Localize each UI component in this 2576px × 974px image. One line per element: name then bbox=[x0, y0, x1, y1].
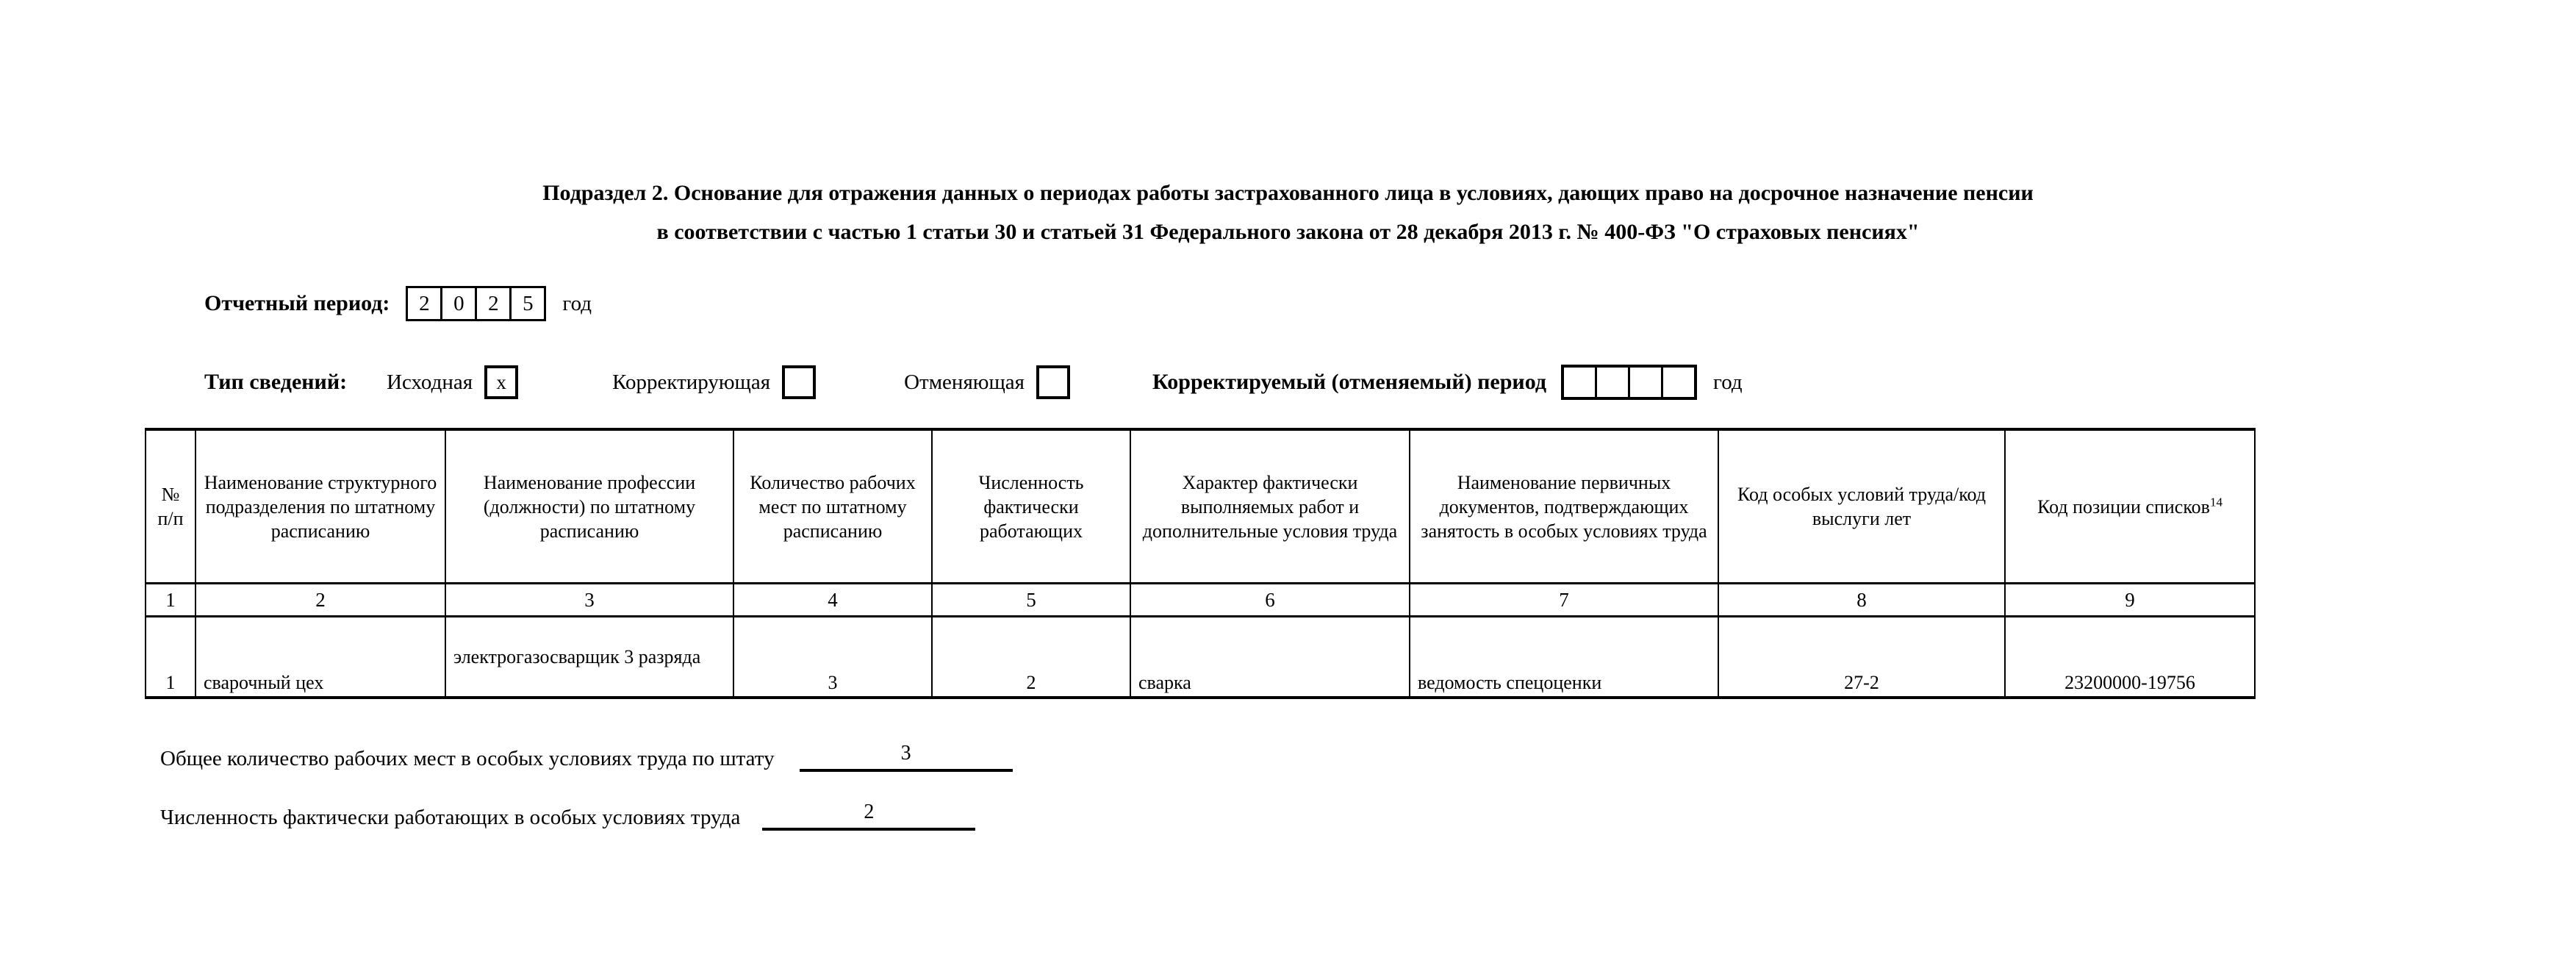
column-number-8: 8 bbox=[1718, 584, 2005, 617]
cell-work-nature[interactable]: сварка bbox=[1130, 617, 1410, 698]
info-type-original-label: Исходная bbox=[387, 370, 473, 394]
column-number-6: 6 bbox=[1130, 584, 1410, 617]
column-number-2: 2 bbox=[195, 584, 445, 617]
total-headcount-value[interactable]: 2 bbox=[762, 800, 975, 831]
section-title bbox=[0, 173, 2576, 251]
total-workplaces-value[interactable]: 3 bbox=[800, 741, 1013, 772]
reporting-period-year-suffix: год bbox=[562, 291, 592, 315]
total-workplaces-line bbox=[160, 726, 1630, 772]
corrected-period-year-boxes[interactable] bbox=[1561, 365, 1697, 400]
year-digit-2[interactable]: 0 bbox=[442, 288, 477, 319]
reporting-period-label: Отчетный период: bbox=[204, 291, 390, 315]
info-type-cancelling-checkbox[interactable] bbox=[1036, 365, 1070, 399]
totals-section bbox=[160, 726, 1630, 831]
info-type-correcting-label: Корректирующая bbox=[612, 370, 771, 394]
header-structural-unit: Наименование структурного подразделения по штатному расписанию bbox=[195, 429, 445, 584]
corrected-year-digit-4[interactable] bbox=[1663, 368, 1694, 397]
header-list-position-code bbox=[2005, 429, 2255, 584]
total-headcount-line bbox=[160, 785, 1630, 831]
table-row[interactable] bbox=[146, 617, 2255, 698]
header-profession: Наименование профессии (должности) по штатному расписанию bbox=[445, 429, 733, 584]
corrected-period-label: Корректируемый (отменяемый) период bbox=[1152, 370, 1547, 394]
header-actual-headcount: Численность фактически работающих bbox=[932, 429, 1130, 584]
table-header-row bbox=[146, 429, 2255, 584]
cell-primary-documents[interactable]: ведомость спецоценки bbox=[1410, 617, 1718, 698]
corrected-year-digit-3[interactable] bbox=[1630, 368, 1663, 397]
info-type-original-checkbox[interactable]: x bbox=[484, 365, 518, 399]
cell-conditions-code[interactable]: 27-2 bbox=[1718, 617, 2005, 698]
total-workplaces-label: Общее количество рабочих мест в особых условиях труда по штату bbox=[160, 747, 775, 770]
info-type-option-cancelling[interactable] bbox=[904, 365, 1070, 399]
cell-profession[interactable]: электрогазосварщик 3 разряда bbox=[445, 617, 733, 698]
header-row-number: № п/п bbox=[146, 429, 195, 584]
column-number-3: 3 bbox=[445, 584, 733, 617]
year-digit-1[interactable]: 2 bbox=[408, 288, 442, 319]
cell-actual-headcount[interactable]: 2 bbox=[932, 617, 1130, 698]
year-digit-4[interactable]: 5 bbox=[523, 291, 534, 315]
header-work-nature: Характер фактически выполняемых работ и дополнительные условия труда bbox=[1130, 429, 1410, 584]
corrected-year-digit-1[interactable] bbox=[1564, 368, 1597, 397]
reporting-period-year-boxes[interactable] bbox=[406, 286, 546, 321]
info-type-option-correcting[interactable] bbox=[612, 365, 816, 399]
header-list-position-code-text: Код позиции списков bbox=[2037, 495, 2210, 518]
info-type-row bbox=[204, 364, 1743, 401]
section-title-line-2: в соответствии с частью 1 статьи 30 и статьей 31 Федерального закона от 28 декабря 2013 г. № 400-ФЗ "О страховых пенсиях" bbox=[656, 220, 1920, 244]
year-digit-3[interactable]: 2 bbox=[477, 288, 512, 319]
header-workplaces-count: Количество рабочих мест по штатному расписанию bbox=[733, 429, 932, 584]
work-conditions-table bbox=[145, 428, 2256, 699]
corrected-period-group bbox=[1152, 365, 1743, 400]
column-number-7: 7 bbox=[1410, 584, 1718, 617]
cell-workplaces-count[interactable]: 3 bbox=[733, 617, 932, 698]
section-title-line-1: Подраздел 2. Основание для отражения данных о периодах работы застрахованного лица в условиях, дающих право на досрочное назначение пенсии bbox=[542, 181, 2034, 205]
info-type-correcting-checkbox[interactable] bbox=[782, 365, 816, 399]
column-number-1: 1 bbox=[146, 584, 195, 617]
corrected-period-year-suffix: год bbox=[1713, 370, 1743, 394]
header-conditions-code: Код особых условий труда/код выслуги лет bbox=[1718, 429, 2005, 584]
column-number-5: 5 bbox=[932, 584, 1130, 617]
info-type-option-original[interactable] bbox=[387, 365, 518, 399]
cell-list-position-code[interactable]: 23200000-19756 bbox=[2005, 617, 2255, 698]
header-footnote-marker: 14 bbox=[2209, 494, 2222, 509]
header-primary-documents: Наименование первичных документов, подтверждающих занятость в особых условиях труда bbox=[1410, 429, 1718, 584]
column-number-4: 4 bbox=[733, 584, 932, 617]
cell-row-number[interactable]: 1 bbox=[146, 617, 195, 698]
total-headcount-label: Численность фактически работающих в особых условиях труда bbox=[160, 806, 741, 829]
reporting-period-row bbox=[204, 287, 592, 321]
info-type-label: Тип сведений: bbox=[204, 370, 348, 394]
info-type-cancelling-label: Отменяющая bbox=[904, 370, 1025, 394]
cell-structural-unit[interactable]: сварочный цех bbox=[195, 617, 445, 698]
table-column-number-row bbox=[146, 584, 2255, 617]
column-number-9: 9 bbox=[2005, 584, 2255, 617]
corrected-year-digit-2[interactable] bbox=[1597, 368, 1630, 397]
